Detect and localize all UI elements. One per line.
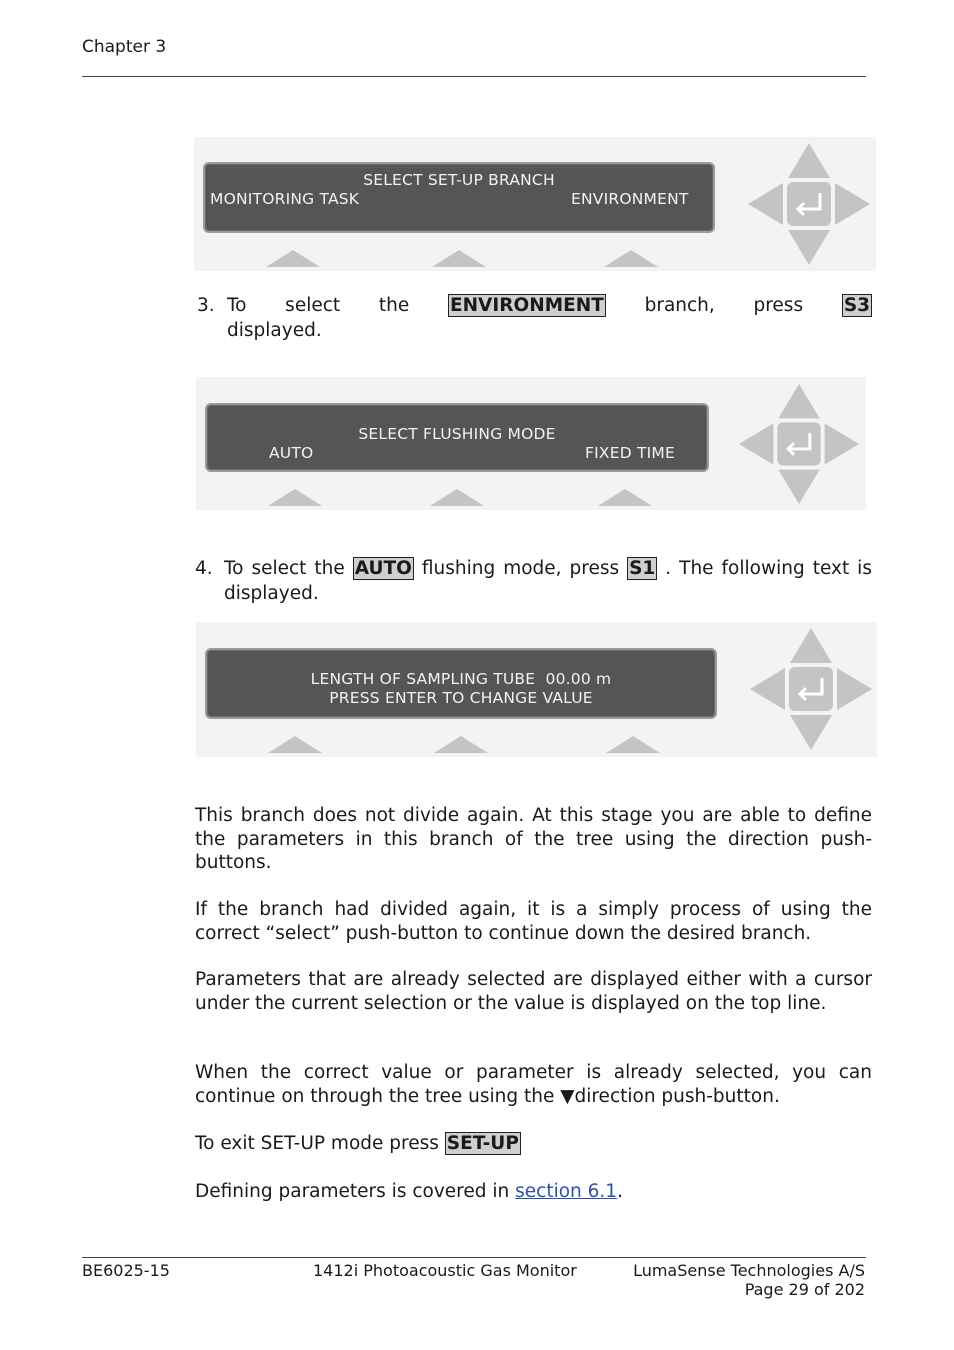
step-line-2: displayed. xyxy=(227,320,322,341)
footer-rule xyxy=(82,1257,866,1258)
softkey-s3-arrow-icon xyxy=(598,489,652,506)
softkey-s1-arrow-icon xyxy=(268,736,322,753)
step-text: To select the xyxy=(227,295,410,316)
footer-doc-id: BE6025-15 xyxy=(82,1261,170,1280)
lcd-line-1: SELECT FLUSHING MODE xyxy=(358,425,556,443)
display-panel-3 xyxy=(196,622,877,757)
footer-page-number: Page 29 of 202 xyxy=(744,1280,865,1299)
paragraph-branch-end: This branch does not divide again. At this stage you are able to define the parameters in this branch of the tree using the direction push-buttons. xyxy=(195,805,872,873)
softkey-s2-arrow-icon xyxy=(434,736,488,753)
lcd-screen-2 xyxy=(205,403,709,472)
exit-text: To exit SET-UP mode press xyxy=(195,1133,439,1154)
environment-key: ENVIRONMENT xyxy=(449,295,604,316)
paragraph-exit-setup xyxy=(195,1132,872,1156)
section-6-1-link[interactable]: section 6.1 xyxy=(515,1181,618,1202)
lcd-screen-3 xyxy=(205,648,717,719)
direction-pad-icon xyxy=(746,141,872,267)
softkey-s3-arrow-icon xyxy=(604,250,658,267)
paragraph-continue: When the correct value or parameter is already selected, you can continue on through the tree using the ▼direction push-button. xyxy=(195,1062,872,1107)
s3-key: S3 xyxy=(843,295,871,316)
step-line-1 xyxy=(227,294,872,319)
lcd-right-option: ENVIRONMENT xyxy=(571,190,689,208)
lcd-screen-1 xyxy=(203,162,715,233)
step-text: branch, press xyxy=(644,295,804,316)
step-number: 3. xyxy=(197,295,215,316)
defining-text: Defining parameters is covered in xyxy=(195,1181,510,1202)
defining-period: . xyxy=(617,1181,623,1202)
paragraph-defining xyxy=(195,1180,872,1204)
lcd-line-2: PRESS ENTER TO CHANGE VALUE xyxy=(329,689,593,707)
lcd-line-1: LENGTH OF SAMPLING TUBE 00.00 m xyxy=(310,670,612,688)
paragraph-branch-divided: If the branch had divided again, it is a simply process of using the correct “select” push-button to continue down the desired branch. xyxy=(195,899,872,944)
lcd-left-option: MONITORING TASK xyxy=(210,190,360,208)
footer-company-name: LumaSense Technologies A/S xyxy=(633,1261,865,1280)
softkey-s1-arrow-icon xyxy=(266,250,320,267)
s1-key: S1 xyxy=(629,558,656,579)
softkey-s3-arrow-icon xyxy=(606,736,660,753)
lcd-left-option: AUTO xyxy=(269,444,314,462)
step-text: To select the xyxy=(224,558,345,579)
display-panel-1 xyxy=(194,137,876,271)
footer-company xyxy=(600,1261,865,1299)
softkey-s1-arrow-icon xyxy=(268,489,322,506)
direction-pad-icon xyxy=(737,382,861,506)
auto-key: AUTO xyxy=(354,558,412,579)
step-number: 4. xyxy=(195,558,213,579)
lcd-right-option: FIXED TIME xyxy=(585,444,675,462)
step-text: flushing mode, press xyxy=(421,558,620,579)
lcd-line-1: SELECT SET-UP BRANCH xyxy=(363,171,555,189)
setup-key: SET-UP xyxy=(446,1133,519,1154)
step-line-1 xyxy=(224,557,872,582)
softkey-s2-arrow-icon xyxy=(430,489,484,506)
step-line-2: displayed. xyxy=(224,583,319,604)
display-panel-2 xyxy=(196,377,866,510)
softkey-s2-arrow-icon xyxy=(432,250,486,267)
chapter-heading: Chapter 3 xyxy=(82,37,167,57)
step-text: . The following text is xyxy=(665,558,872,579)
footer-product: 1412i Photoacoustic Gas Monitor xyxy=(313,1261,577,1280)
paragraph-selected-params: Parameters that are already selected are displayed either with a cursor under the current selection or the value is displayed on the top line. xyxy=(195,969,872,1014)
header-rule xyxy=(82,76,866,77)
direction-pad-icon xyxy=(748,626,874,752)
